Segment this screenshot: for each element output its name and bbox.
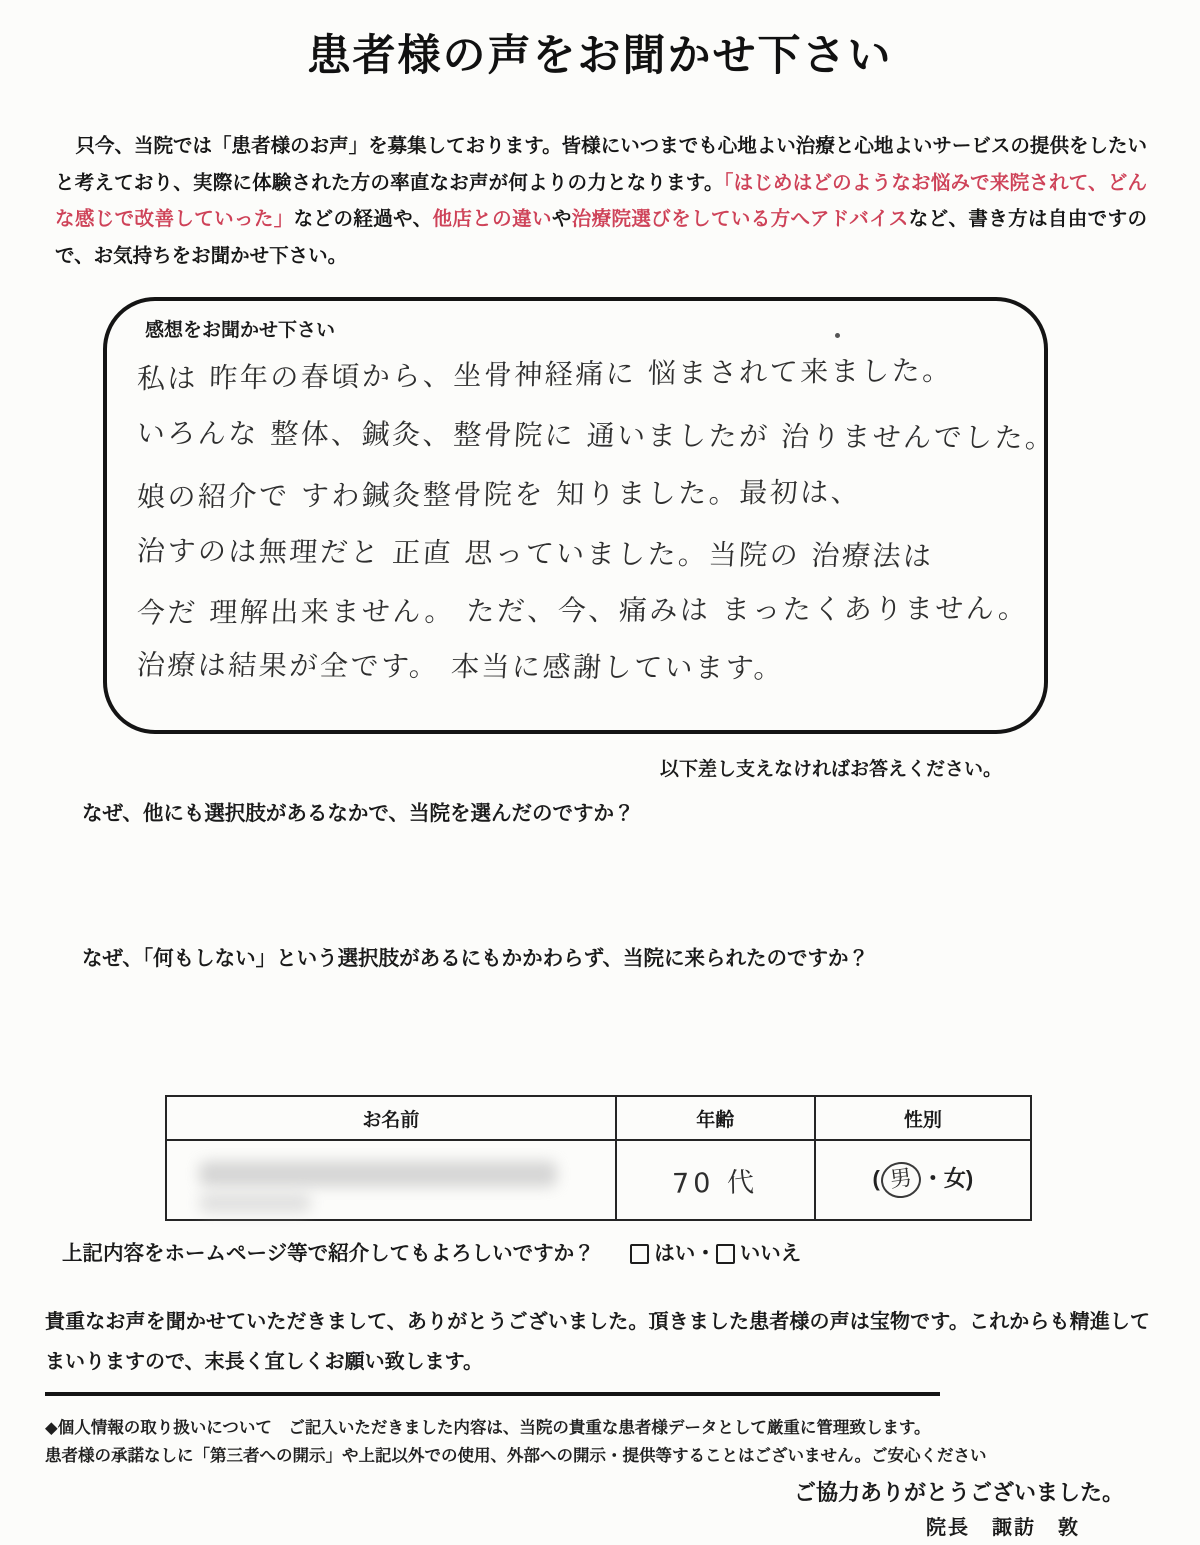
director-signature: 院長 諏訪 敦 [926,1517,1080,1539]
intro-segment: など、書き方は自由ですので、お気持ちをお聞かせ下さい。 [55,208,1147,267]
handwritten-line: 治療は結果が全です。 本当に感謝しています。 [135,648,786,685]
consent-question: 上記内容をホームページ等で紹介してもよろしいですか？ [62,1242,595,1265]
intro-segment-highlight: 他店との違い [432,208,552,230]
intro-segment: 只今、当院では「患者様のお声」を募集しております。皆様にいつまでも心地よい治療と心地よいサービスの提供をしたいと考えており、実際に体験された方の率直なお声が何よりの力となります。 [55,135,1147,194]
page-title: 患者様の声をお聞かせ下さい [307,32,893,80]
gender-cell [815,1140,1031,1220]
handwritten-line: 治すのは無理だと 正直 思っていました。当院の 治療法は [135,534,935,573]
closing-thanks: ご協力ありがとうございました。 [793,1480,1124,1505]
redacted-name-blur [199,1161,557,1187]
checkbox-no [716,1244,735,1264]
name-cell [166,1140,616,1220]
circled-gender-male: 男 [879,1160,923,1201]
question-why-chose-us: なぜ、他にも選択肢があるなかで、当院を選んだのですか？ [82,802,635,825]
intro-segment: などの経過や、 [293,208,433,230]
publish-consent-line [62,1236,801,1266]
question-why-came-anyway: なぜ、「何もしない」という選択肢があるにもかかわらず、当院に来られたのですか？ [82,947,869,970]
age-cell [616,1140,815,1220]
optional-answer-note: 以下差し支えなければお答えください。 [660,759,1003,780]
intro-segment-highlight: 「はじめはどのようなお悩みで来院されて、どんな感じで改善していった」 [55,171,1147,230]
checkbox-no-label: いいえ [739,1242,802,1265]
table-row [166,1140,1031,1220]
info-table [165,1095,1032,1221]
age-value: 70 代 [672,1166,759,1200]
gratitude-paragraph: 貴重なお声を聞かせていただきまして、ありがとうございました。頂きました患者様の声は宝物です。これからも精進してまいりますので、末長く宜しくお願い致します。 [45,1311,1150,1373]
privacy-note-line1: ◆個人情報の取り扱いについて ご記入いただきました内容は、当院の貴重な患者様データとして厳重に管理致します。 [45,1419,931,1437]
intro-segment-highlight: 治療院選びをしている方へアドバイス [571,208,909,230]
gender-value: ( 男 ・女) [873,1166,974,1191]
header-gender: 性別 [815,1096,1031,1140]
feedback-comment-box [103,297,1057,734]
consent-options: はい・ いいえ [630,1242,801,1265]
table-header-row [166,1096,1031,1140]
checkbox-yes [630,1244,649,1264]
handwritten-line: 今だ 理解出来ません。 ただ、今、痛みは まったくありません。 [136,591,1030,630]
header-age: 年齢 [616,1096,815,1140]
scan-speck [835,333,840,338]
handwritten-line: 私は 昨年の春頃から、坐骨神経痛に 悩まされて来ました。 [136,353,954,396]
intro-segment: や [551,208,572,230]
header-name: お名前 [166,1096,616,1140]
checkbox-yes-label: はい [654,1242,696,1265]
handwritten-line: 娘の紹介で すわ鍼灸整骨院を 知りました。最初は、 [136,475,862,514]
handwritten-line: いろんな 整体、鍼灸、整骨院に 通いましたが 治りませんでした。 [135,416,1057,455]
divider-line [45,1392,940,1396]
feedback-box-label: 感想をお聞かせ下さい [145,320,336,341]
redacted-name-blur [199,1193,311,1213]
privacy-note-line2: 患者様の承諾なしに「第三者への開示」や上記以外での使用、外部への開示・提供等することはございません。ご安心ください [45,1447,987,1465]
intro-paragraph [55,128,1147,274]
